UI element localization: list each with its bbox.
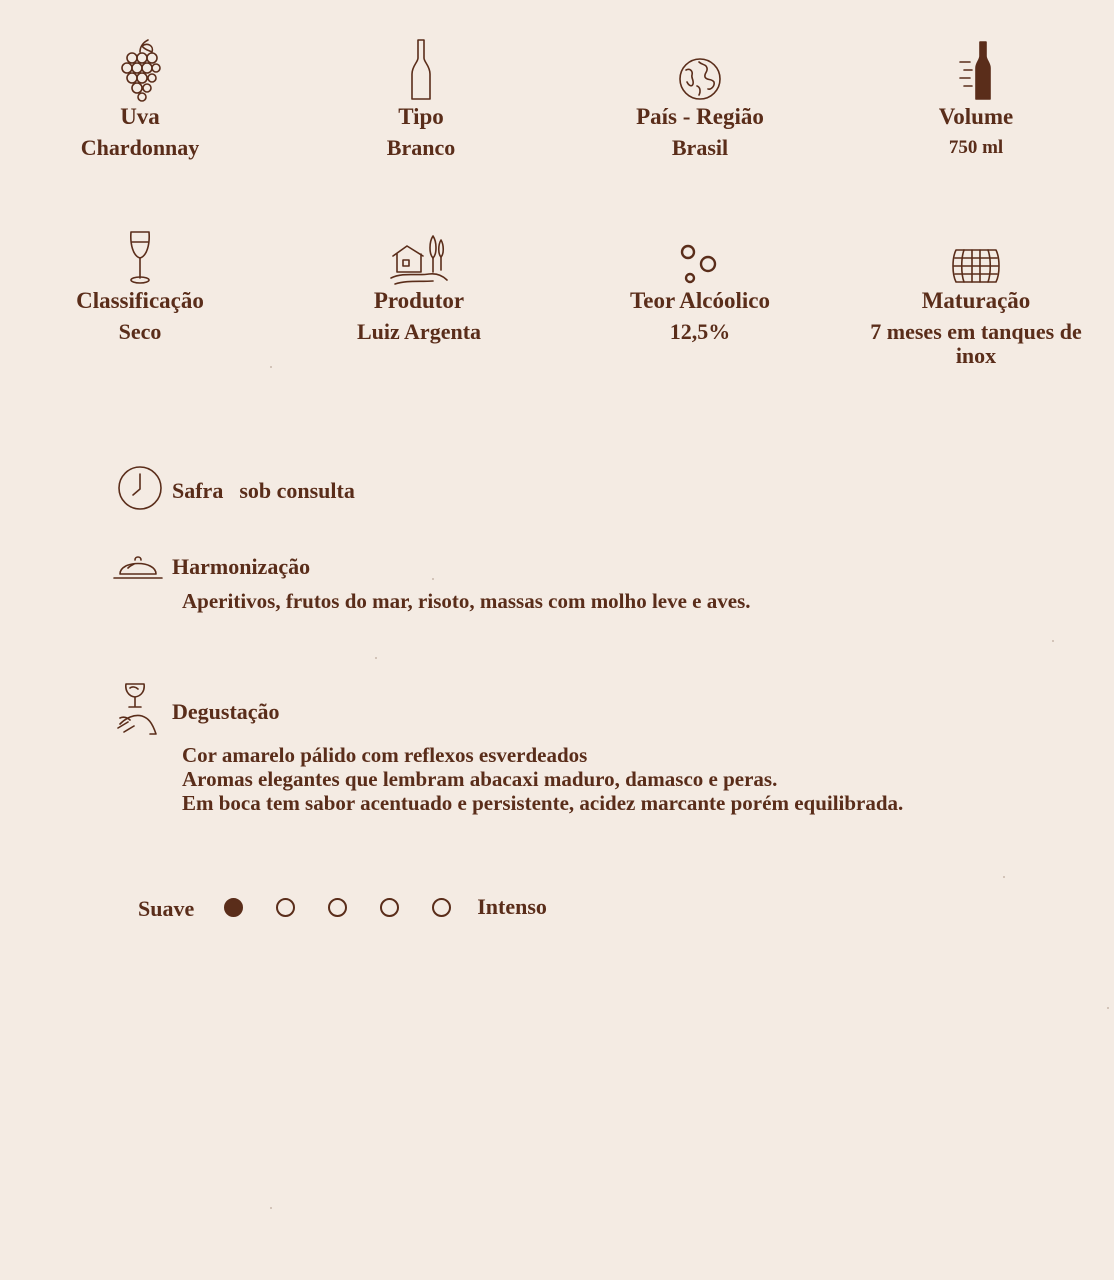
bottle-icon [301,32,541,102]
degustacao-text [182,743,903,815]
bottle-volume-icon [856,32,1096,102]
attr-label: País - Região [636,104,764,129]
wine-glass-icon [20,216,260,286]
degustacao-label: Degustação [172,698,280,724]
attr-label: Uva [120,104,160,129]
attr-uva [20,32,260,160]
harmonizacao-section [112,546,751,613]
grapes-icon [20,32,260,102]
safra-section [116,464,355,517]
intensity-dot-4 [380,898,399,917]
attr-produtor [299,216,539,344]
harmonizacao-text: Aperitivos, frutos do mar, risoto, massas com molho leve e aves. [182,589,751,613]
attr-label: Tipo [398,104,444,129]
intensity-max-label: Intenso [477,894,547,919]
safra-label: Safra [172,477,224,503]
attr-label: Maturação [921,288,1031,313]
attr-volume [856,32,1096,160]
intensity-dot-2 [276,898,295,917]
cloche-icon [112,546,164,587]
attr-label: Teor Alcóolico [630,288,770,313]
attr-value: 750 ml [948,137,1004,158]
tasting-hand-icon [116,680,162,743]
attr-teor-alcoolico [580,216,820,344]
attr-label: Classificação [76,288,204,313]
clock-icon [116,464,164,517]
intensity-dot-5 [432,898,451,917]
degustacao-line: Cor amarelo pálido com reflexos esverdeados [182,743,588,767]
attr-value: 7 meses em tanques de inox [870,319,1082,368]
attr-classificacao [20,216,260,344]
attr-tipo [301,32,541,160]
degustacao-line: Aromas elegantes que lembram abacaxi maduro, damasco e peras. [182,767,778,791]
globe-icon [580,32,820,102]
degustacao-line: Em boca tem sabor acentuado e persistente, acidez marcante porém equilibrada. [182,791,904,815]
attr-value: Seco [118,319,162,344]
attr-label: Produtor [373,288,465,313]
barrel-icon [866,216,1086,286]
bubbles-icon [580,216,820,286]
attr-value: Brasil [671,135,729,160]
intensity-scale [138,892,547,922]
intensity-min-label: Suave [138,896,195,921]
attr-value: 12,5% [669,319,731,344]
attr-value: Branco [386,135,456,160]
degustacao-section [116,680,903,815]
attr-pais-regiao [580,32,820,160]
attr-value: Chardonnay [80,135,200,160]
intensity-dot-1 [224,898,243,917]
intensity-dots [224,898,451,917]
attr-value: Luiz Argenta [356,319,482,344]
safra-value: sob consulta [239,477,355,503]
winery-icon [299,216,539,286]
attr-label: Volume [938,104,1014,129]
attr-maturacao [866,216,1086,368]
intensity-dot-3 [328,898,347,917]
harmonizacao-label: Harmonização [172,553,311,579]
